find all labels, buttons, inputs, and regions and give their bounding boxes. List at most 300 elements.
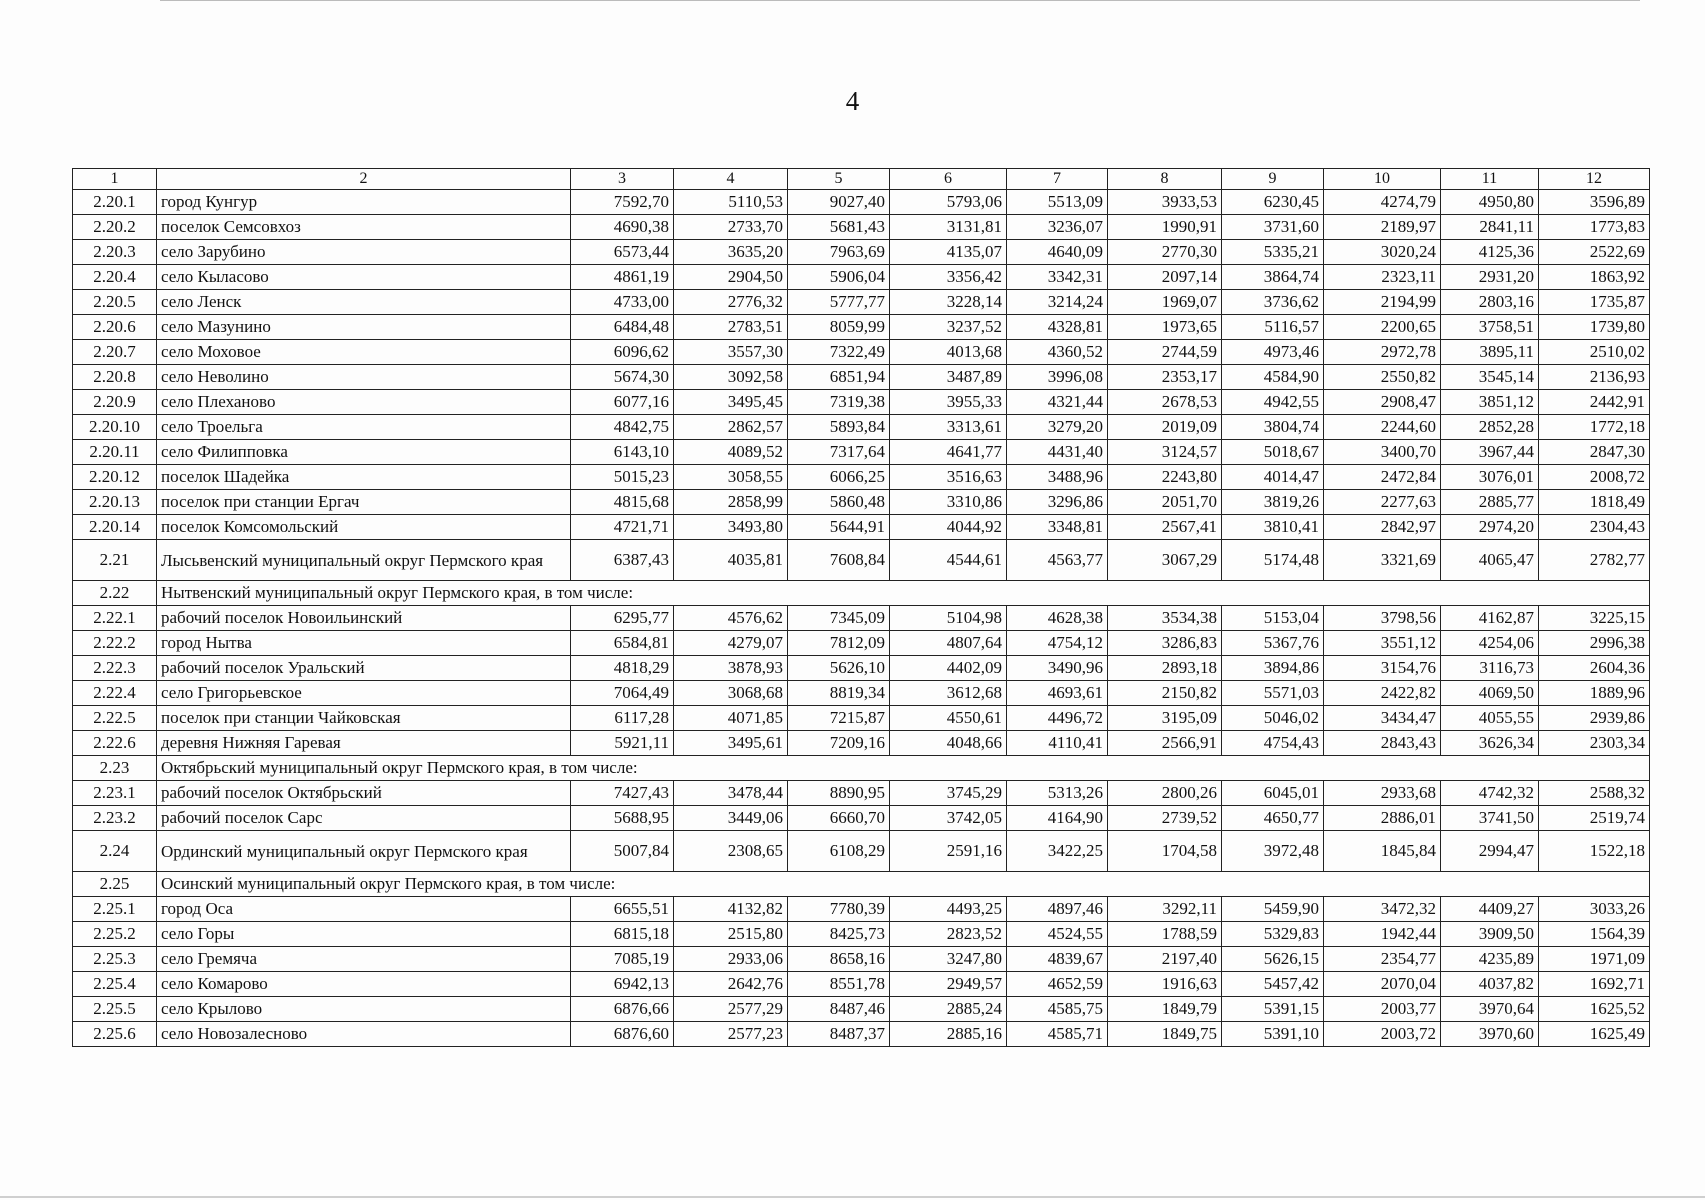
row-value: 3742,05 bbox=[890, 806, 1007, 831]
table-row bbox=[73, 315, 1650, 340]
row-value: 3970,64 bbox=[1441, 997, 1539, 1022]
row-value: 4071,85 bbox=[674, 706, 788, 731]
row-value: 6045,01 bbox=[1222, 781, 1324, 806]
row-value: 6584,81 bbox=[571, 631, 674, 656]
table-row bbox=[73, 972, 1650, 997]
row-value: 4818,29 bbox=[571, 656, 674, 681]
row-value: 3067,29 bbox=[1108, 540, 1222, 581]
row-value: 4328,81 bbox=[1007, 315, 1108, 340]
row-value: 6573,44 bbox=[571, 240, 674, 265]
row-value: 5626,15 bbox=[1222, 947, 1324, 972]
section-row bbox=[73, 756, 1650, 781]
row-value: 4585,75 bbox=[1007, 997, 1108, 1022]
row-value: 5777,77 bbox=[788, 290, 890, 315]
row-value: 4897,46 bbox=[1007, 897, 1108, 922]
row-value: 2931,20 bbox=[1441, 265, 1539, 290]
section-row bbox=[73, 581, 1650, 606]
row-value: 3635,20 bbox=[674, 240, 788, 265]
column-header: 7 bbox=[1007, 169, 1108, 190]
column-header: 8 bbox=[1108, 169, 1222, 190]
row-value: 4641,77 bbox=[890, 440, 1007, 465]
row-name: город Оса bbox=[157, 897, 571, 922]
table-row bbox=[73, 997, 1650, 1022]
row-name: село Моховое bbox=[157, 340, 571, 365]
row-value: 5626,10 bbox=[788, 656, 890, 681]
row-value: 4550,61 bbox=[890, 706, 1007, 731]
row-value: 3996,08 bbox=[1007, 365, 1108, 390]
row-value: 1849,79 bbox=[1108, 997, 1222, 1022]
row-value: 2770,30 bbox=[1108, 240, 1222, 265]
row-value: 2852,28 bbox=[1441, 415, 1539, 440]
row-value: 4973,46 bbox=[1222, 340, 1324, 365]
row-value: 4585,71 bbox=[1007, 1022, 1108, 1047]
row-value: 4652,59 bbox=[1007, 972, 1108, 997]
row-value: 2577,29 bbox=[674, 997, 788, 1022]
table-row bbox=[73, 1022, 1650, 1047]
table-row bbox=[73, 390, 1650, 415]
row-value: 2353,17 bbox=[1108, 365, 1222, 390]
table-row bbox=[73, 215, 1650, 240]
row-name: Лысьвенский муниципальный округ Пермского края bbox=[157, 540, 571, 581]
row-value: 5513,09 bbox=[1007, 190, 1108, 215]
row-value: 7322,49 bbox=[788, 340, 890, 365]
table-row bbox=[73, 706, 1650, 731]
row-value: 2949,57 bbox=[890, 972, 1007, 997]
row-value: 3296,86 bbox=[1007, 490, 1108, 515]
row-value: 2303,34 bbox=[1539, 731, 1650, 756]
row-value: 7209,16 bbox=[788, 731, 890, 756]
row-name: город Нытва bbox=[157, 631, 571, 656]
row-value: 5104,98 bbox=[890, 606, 1007, 631]
row-value: 6942,13 bbox=[571, 972, 674, 997]
row-value: 2008,72 bbox=[1539, 465, 1650, 490]
row-value: 2550,82 bbox=[1324, 365, 1441, 390]
column-header: 3 bbox=[571, 169, 674, 190]
row-value: 4693,61 bbox=[1007, 681, 1108, 706]
row-name: рабочий поселок Новоильинский bbox=[157, 606, 571, 631]
row-value: 5571,03 bbox=[1222, 681, 1324, 706]
row-value: 7963,69 bbox=[788, 240, 890, 265]
row-value: 3154,76 bbox=[1324, 656, 1441, 681]
row-value: 4942,55 bbox=[1222, 390, 1324, 415]
column-header: 5 bbox=[788, 169, 890, 190]
row-value: 4584,90 bbox=[1222, 365, 1324, 390]
row-code: 2.25.5 bbox=[73, 997, 157, 1022]
table-row bbox=[73, 240, 1650, 265]
row-value: 3493,80 bbox=[674, 515, 788, 540]
row-value: 2070,04 bbox=[1324, 972, 1441, 997]
row-code: 2.20.2 bbox=[73, 215, 157, 240]
row-value: 2996,38 bbox=[1539, 631, 1650, 656]
table-row bbox=[73, 190, 1650, 215]
row-code: 2.25.1 bbox=[73, 897, 157, 922]
row-value: 3551,12 bbox=[1324, 631, 1441, 656]
row-value: 2823,52 bbox=[890, 922, 1007, 947]
table-row bbox=[73, 731, 1650, 756]
table-row bbox=[73, 897, 1650, 922]
row-value: 3488,96 bbox=[1007, 465, 1108, 490]
row-value: 2858,99 bbox=[674, 490, 788, 515]
row-value: 3348,81 bbox=[1007, 515, 1108, 540]
row-value: 4013,68 bbox=[890, 340, 1007, 365]
row-value: 3279,20 bbox=[1007, 415, 1108, 440]
row-value: 4164,90 bbox=[1007, 806, 1108, 831]
row-value: 8551,78 bbox=[788, 972, 890, 997]
row-value: 1942,44 bbox=[1324, 922, 1441, 947]
row-value: 3434,47 bbox=[1324, 706, 1441, 731]
table-row bbox=[73, 340, 1650, 365]
row-name: село Комарово bbox=[157, 972, 571, 997]
row-value: 6815,18 bbox=[571, 922, 674, 947]
row-value: 2739,52 bbox=[1108, 806, 1222, 831]
row-name: село Гремяча bbox=[157, 947, 571, 972]
table-row bbox=[73, 656, 1650, 681]
row-code: 2.25.4 bbox=[73, 972, 157, 997]
row-value: 5335,21 bbox=[1222, 240, 1324, 265]
row-value: 2354,77 bbox=[1324, 947, 1441, 972]
column-header: 6 bbox=[890, 169, 1007, 190]
row-value: 3955,33 bbox=[890, 390, 1007, 415]
row-code: 2.22.4 bbox=[73, 681, 157, 706]
row-value: 2642,76 bbox=[674, 972, 788, 997]
row-value: 3967,44 bbox=[1441, 440, 1539, 465]
row-value: 4110,41 bbox=[1007, 731, 1108, 756]
row-code: 2.25.6 bbox=[73, 1022, 157, 1047]
row-value: 7592,70 bbox=[571, 190, 674, 215]
table-row bbox=[73, 415, 1650, 440]
row-value: 2472,84 bbox=[1324, 465, 1441, 490]
row-value: 2994,47 bbox=[1441, 831, 1539, 872]
row-value: 2519,74 bbox=[1539, 806, 1650, 831]
row-code: 2.20.3 bbox=[73, 240, 157, 265]
row-value: 8819,34 bbox=[788, 681, 890, 706]
row-value: 1772,18 bbox=[1539, 415, 1650, 440]
row-value: 2515,80 bbox=[674, 922, 788, 947]
row-value: 4235,89 bbox=[1441, 947, 1539, 972]
row-value: 2886,01 bbox=[1324, 806, 1441, 831]
row-value: 5644,91 bbox=[788, 515, 890, 540]
row-value: 2051,70 bbox=[1108, 490, 1222, 515]
row-value: 5391,15 bbox=[1222, 997, 1324, 1022]
row-value: 7215,87 bbox=[788, 706, 890, 731]
row-value: 3731,60 bbox=[1222, 215, 1324, 240]
row-value: 2841,11 bbox=[1441, 215, 1539, 240]
row-value: 4065,47 bbox=[1441, 540, 1539, 581]
row-value: 3758,51 bbox=[1441, 315, 1539, 340]
row-value: 1704,58 bbox=[1108, 831, 1222, 872]
row-value: 1788,59 bbox=[1108, 922, 1222, 947]
row-value: 1773,83 bbox=[1539, 215, 1650, 240]
row-value: 3422,25 bbox=[1007, 831, 1108, 872]
row-value: 4742,32 bbox=[1441, 781, 1539, 806]
row-value: 1969,07 bbox=[1108, 290, 1222, 315]
row-value: 2323,11 bbox=[1324, 265, 1441, 290]
row-value: 7427,43 bbox=[571, 781, 674, 806]
row-value: 4576,62 bbox=[674, 606, 788, 631]
row-value: 2776,32 bbox=[674, 290, 788, 315]
row-name: село Зарубино bbox=[157, 240, 571, 265]
row-value: 1971,09 bbox=[1539, 947, 1650, 972]
row-value: 3545,14 bbox=[1441, 365, 1539, 390]
row-value: 5329,83 bbox=[1222, 922, 1324, 947]
row-value: 3124,57 bbox=[1108, 440, 1222, 465]
column-header: 9 bbox=[1222, 169, 1324, 190]
row-value: 2522,69 bbox=[1539, 240, 1650, 265]
row-name: рабочий поселок Сарс bbox=[157, 806, 571, 831]
row-code: 2.25.3 bbox=[73, 947, 157, 972]
row-value: 3972,48 bbox=[1222, 831, 1324, 872]
row-code: 2.22.2 bbox=[73, 631, 157, 656]
column-header: 1 bbox=[73, 169, 157, 190]
table-row bbox=[73, 290, 1650, 315]
row-value: 5313,26 bbox=[1007, 781, 1108, 806]
row-value: 6096,62 bbox=[571, 340, 674, 365]
row-value: 4321,44 bbox=[1007, 390, 1108, 415]
row-name: село Новозалесново bbox=[157, 1022, 571, 1047]
table-row bbox=[73, 831, 1650, 872]
row-code: 2.22.5 bbox=[73, 706, 157, 731]
row-value: 1625,52 bbox=[1539, 997, 1650, 1022]
row-value: 5007,84 bbox=[571, 831, 674, 872]
row-code: 2.20.7 bbox=[73, 340, 157, 365]
row-value: 4815,68 bbox=[571, 490, 674, 515]
row-value: 3356,42 bbox=[890, 265, 1007, 290]
row-value: 5457,42 bbox=[1222, 972, 1324, 997]
row-value: 3516,63 bbox=[890, 465, 1007, 490]
row-value: 4048,66 bbox=[890, 731, 1007, 756]
row-value: 8059,99 bbox=[788, 315, 890, 340]
row-code: 2.20.11 bbox=[73, 440, 157, 465]
row-code: 2.20.6 bbox=[73, 315, 157, 340]
column-header: 12 bbox=[1539, 169, 1650, 190]
row-name: город Кунгур bbox=[157, 190, 571, 215]
row-value: 3933,53 bbox=[1108, 190, 1222, 215]
row-value: 2510,02 bbox=[1539, 340, 1650, 365]
row-value: 3741,50 bbox=[1441, 806, 1539, 831]
row-value: 3033,26 bbox=[1539, 897, 1650, 922]
row-name: село Неволино bbox=[157, 365, 571, 390]
row-value: 8487,37 bbox=[788, 1022, 890, 1047]
row-value: 1889,96 bbox=[1539, 681, 1650, 706]
row-code: 2.25 bbox=[73, 872, 157, 897]
row-value: 4044,92 bbox=[890, 515, 1007, 540]
row-name: поселок Шадейка bbox=[157, 465, 571, 490]
row-value: 2842,97 bbox=[1324, 515, 1441, 540]
row-name: село Горы bbox=[157, 922, 571, 947]
row-value: 3195,09 bbox=[1108, 706, 1222, 731]
row-value: 2939,86 bbox=[1539, 706, 1650, 731]
table-row bbox=[73, 681, 1650, 706]
row-value: 4721,71 bbox=[571, 515, 674, 540]
row-value: 3596,89 bbox=[1539, 190, 1650, 215]
row-value: 3851,12 bbox=[1441, 390, 1539, 415]
row-value: 6295,77 bbox=[571, 606, 674, 631]
row-value: 3626,34 bbox=[1441, 731, 1539, 756]
row-value: 4089,52 bbox=[674, 440, 788, 465]
row-value: 1625,49 bbox=[1539, 1022, 1650, 1047]
row-code: 2.24 bbox=[73, 831, 157, 872]
row-value: 2097,14 bbox=[1108, 265, 1222, 290]
row-value: 3490,96 bbox=[1007, 656, 1108, 681]
row-value: 6108,29 bbox=[788, 831, 890, 872]
row-value: 4496,72 bbox=[1007, 706, 1108, 731]
row-value: 4279,07 bbox=[674, 631, 788, 656]
row-value: 4274,79 bbox=[1324, 190, 1441, 215]
tariff-table bbox=[72, 168, 1650, 1047]
row-value: 4409,27 bbox=[1441, 897, 1539, 922]
row-value: 2591,16 bbox=[890, 831, 1007, 872]
row-value: 1916,63 bbox=[1108, 972, 1222, 997]
row-value: 4754,43 bbox=[1222, 731, 1324, 756]
row-value: 7319,38 bbox=[788, 390, 890, 415]
row-name: рабочий поселок Октябрьский bbox=[157, 781, 571, 806]
row-name: село Троельга bbox=[157, 415, 571, 440]
row-code: 2.23.2 bbox=[73, 806, 157, 831]
row-value: 5391,10 bbox=[1222, 1022, 1324, 1047]
row-value: 3557,30 bbox=[674, 340, 788, 365]
column-header: 10 bbox=[1324, 169, 1441, 190]
row-value: 5153,04 bbox=[1222, 606, 1324, 631]
row-value: 4254,06 bbox=[1441, 631, 1539, 656]
row-code: 2.22.3 bbox=[73, 656, 157, 681]
row-value: 3804,74 bbox=[1222, 415, 1324, 440]
table-row bbox=[73, 490, 1650, 515]
row-name: село Григорьевское bbox=[157, 681, 571, 706]
row-value: 2733,70 bbox=[674, 215, 788, 240]
row-name: Ординский муниципальный округ Пермского края bbox=[157, 831, 571, 872]
row-code: 2.20.10 bbox=[73, 415, 157, 440]
row-value: 4069,50 bbox=[1441, 681, 1539, 706]
row-value: 6143,10 bbox=[571, 440, 674, 465]
page-number: 4 bbox=[845, 86, 860, 116]
row-value: 3020,24 bbox=[1324, 240, 1441, 265]
table-row bbox=[73, 540, 1650, 581]
row-value: 3909,50 bbox=[1441, 922, 1539, 947]
row-value: 1863,92 bbox=[1539, 265, 1650, 290]
row-value: 7812,09 bbox=[788, 631, 890, 656]
row-value: 3736,62 bbox=[1222, 290, 1324, 315]
row-value: 3810,41 bbox=[1222, 515, 1324, 540]
row-value: 5046,02 bbox=[1222, 706, 1324, 731]
row-value: 1735,87 bbox=[1539, 290, 1650, 315]
row-name: село Кыласово bbox=[157, 265, 571, 290]
table-row bbox=[73, 365, 1650, 390]
row-value: 3970,60 bbox=[1441, 1022, 1539, 1047]
table-row bbox=[73, 606, 1650, 631]
row-value: 2893,18 bbox=[1108, 656, 1222, 681]
row-value: 2604,36 bbox=[1539, 656, 1650, 681]
row-code: 2.20.14 bbox=[73, 515, 157, 540]
row-value: 3472,32 bbox=[1324, 897, 1441, 922]
row-value: 4493,25 bbox=[890, 897, 1007, 922]
row-value: 2567,41 bbox=[1108, 515, 1222, 540]
row-value: 2885,24 bbox=[890, 997, 1007, 1022]
row-value: 6660,70 bbox=[788, 806, 890, 831]
row-value: 3894,86 bbox=[1222, 656, 1324, 681]
row-value: 5906,04 bbox=[788, 265, 890, 290]
row-value: 2003,77 bbox=[1324, 997, 1441, 1022]
table-row bbox=[73, 265, 1650, 290]
row-value: 5015,23 bbox=[571, 465, 674, 490]
row-value: 3342,31 bbox=[1007, 265, 1108, 290]
row-value: 2304,43 bbox=[1539, 515, 1650, 540]
row-value: 3864,74 bbox=[1222, 265, 1324, 290]
row-value: 2933,68 bbox=[1324, 781, 1441, 806]
row-value: 7608,84 bbox=[788, 540, 890, 581]
row-value: 7317,64 bbox=[788, 440, 890, 465]
row-code: 2.22.6 bbox=[73, 731, 157, 756]
table-row bbox=[73, 947, 1650, 972]
row-value: 4360,52 bbox=[1007, 340, 1108, 365]
row-value: 3237,52 bbox=[890, 315, 1007, 340]
row-name: Октябрьский муниципальный округ Пермского края, в том числе: bbox=[157, 756, 1650, 781]
row-value: 2244,60 bbox=[1324, 415, 1441, 440]
row-value: 3313,61 bbox=[890, 415, 1007, 440]
row-name: поселок при станции Чайковская bbox=[157, 706, 571, 731]
row-value: 3092,58 bbox=[674, 365, 788, 390]
row-value: 7085,19 bbox=[571, 947, 674, 972]
row-value: 4035,81 bbox=[674, 540, 788, 581]
row-value: 2197,40 bbox=[1108, 947, 1222, 972]
row-value: 3895,11 bbox=[1441, 340, 1539, 365]
column-header: 11 bbox=[1441, 169, 1539, 190]
row-value: 4544,61 bbox=[890, 540, 1007, 581]
row-value: 5174,48 bbox=[1222, 540, 1324, 581]
row-value: 3068,68 bbox=[674, 681, 788, 706]
row-value: 5688,95 bbox=[571, 806, 674, 831]
row-value: 5110,53 bbox=[674, 190, 788, 215]
row-value: 1849,75 bbox=[1108, 1022, 1222, 1047]
row-value: 1990,91 bbox=[1108, 215, 1222, 240]
row-value: 4055,55 bbox=[1441, 706, 1539, 731]
row-value: 3819,26 bbox=[1222, 490, 1324, 515]
row-value: 2885,77 bbox=[1441, 490, 1539, 515]
row-value: 3745,29 bbox=[890, 781, 1007, 806]
row-value: 6876,60 bbox=[571, 1022, 674, 1047]
row-name: село Крылово bbox=[157, 997, 571, 1022]
row-code: 2.20.4 bbox=[73, 265, 157, 290]
row-value: 2678,53 bbox=[1108, 390, 1222, 415]
row-value: 5860,48 bbox=[788, 490, 890, 515]
row-name: деревня Нижняя Гаревая bbox=[157, 731, 571, 756]
row-value: 5367,76 bbox=[1222, 631, 1324, 656]
row-value: 6851,94 bbox=[788, 365, 890, 390]
row-value: 3478,44 bbox=[674, 781, 788, 806]
table-row bbox=[73, 781, 1650, 806]
row-value: 4402,09 bbox=[890, 656, 1007, 681]
row-code: 2.22 bbox=[73, 581, 157, 606]
row-value: 2843,43 bbox=[1324, 731, 1441, 756]
table-body bbox=[73, 169, 1650, 1047]
row-name: село Ленск bbox=[157, 290, 571, 315]
row-value: 4842,75 bbox=[571, 415, 674, 440]
row-value: 3878,93 bbox=[674, 656, 788, 681]
row-value: 4125,36 bbox=[1441, 240, 1539, 265]
row-value: 2136,93 bbox=[1539, 365, 1650, 390]
row-value: 1692,71 bbox=[1539, 972, 1650, 997]
row-value: 2019,09 bbox=[1108, 415, 1222, 440]
row-value: 3116,73 bbox=[1441, 656, 1539, 681]
row-value: 5921,11 bbox=[571, 731, 674, 756]
section-row bbox=[73, 872, 1650, 897]
row-value: 1564,39 bbox=[1539, 922, 1650, 947]
row-name: поселок Комсомольский bbox=[157, 515, 571, 540]
row-value: 8890,95 bbox=[788, 781, 890, 806]
row-value: 2908,47 bbox=[1324, 390, 1441, 415]
row-value: 6655,51 bbox=[571, 897, 674, 922]
row-value: 4132,82 bbox=[674, 897, 788, 922]
table-row bbox=[73, 631, 1650, 656]
